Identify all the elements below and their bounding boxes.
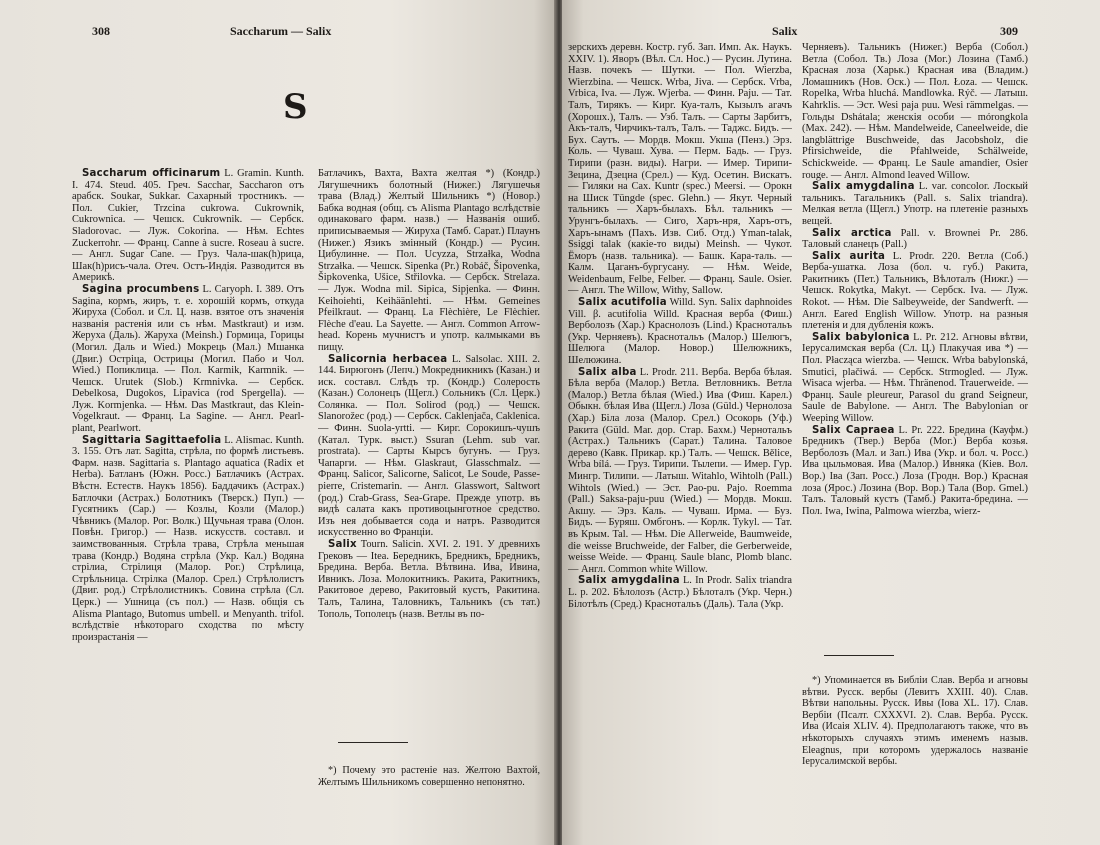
- entry-headword: Sagina procumbens: [82, 283, 200, 295]
- entry-text: L. Caryoph. I. 389. Отъ Sagina, кормъ, жиръ, т. е. хорошій кормъ, откуда Жируха (Собол. и Сл. Ц. назв. взятое отъ значенія названія растенія или съ нѣм. Mastkraut) и изм. Жеруха (Даль). Жаруха (Meinsh.) Гормица, Горицы (Могил. Даль и Wied.) Мокрець (Мал.) Мшанка (Двиг.) Остріца, Острицы (Могил. Пабо и Чол. Wied.) Попиклица. — Пол. Karmik, Karmnik. — Чешск. Urutek (Slob.) Krmnivka. — Сербск. Debelkosa, Dugokos, Lipavica (rod Spergella). — Луж. Kormjenka. — Нѣм. Das Mastkraut, das Klein-Vogelkraut. — Франц. La Sagine. — Англ. Pearl-plant, Pearlwort.: [72, 283, 304, 435]
- dictionary-entry: [72, 284, 304, 435]
- entry-text: L. Salsolac. XIII. 2. 144. Бирюгонъ (Лепч.) Мокредникникъ (Казан.) и иск. составл. Слѣдъ тр. (Кондр.) Солерость (Казан.) Солонецъ (Щегл.) Сольникъ (Сл. Церк.) Солянка. — Пол. Solirod (род.) — Чешск. Slanorožec (род.) — Сербск. Caklenjača, Caklenica. — Финн. Suola-yrtti. — Кирг. Сорокишъ-чушъ (Катал. Турк. выст.) Ssuran (Lehm. sub var. prostrata). — Сарты Кырсъ бугунъ. — Груз. Чапарги. — Нѣм. Glaskraut, Glasschmalz. — Франц. Salicor, Salicorne, Salicot, Le Soude, Passe-pierre, Cristemarin. — Англ. Glasswort, Saltwort (род.) Crab-Grass, Sea-Grape. Прежде употр. въ видѣ салата какъ противоцынготное средство. Изъ нея добывается сода и натръ. Разводится искусственно во Франціи.: [318, 353, 540, 539]
- left-running-head: Saccharum — Salix: [230, 24, 332, 38]
- entry-text: L. Gramin. Kunth. I. 474. Steud. 405. Греч. Sacchar, Saccharon отъ арабск. Soukar, Sukkar. Сахарный тростникъ. — Пол. Cukier, Trzcina cukrowa. Cukrownik, Cukrownica. — Чешск. Cukrownik. — Сербск. Sladorovac. — Луж. Cokorina. — Нѣм. Echtes Zuckerrohr. — Франц. Canne à sucre. Roseau à sucre. — Англ. Sugar Cane. — Груз. Чала-шак(h)рица, Шак(h)рисъ-чала. Отеч. Остъ-Индія. Разводится въ Америкѣ.: [72, 168, 304, 284]
- left-footnote-text: *) Почему это растеніе наз. Желтою Вахтой, Желтымъ Шильникомъ совершенно непонятно.: [318, 765, 540, 788]
- dictionary-entry: [568, 42, 792, 297]
- right-column-2: [802, 42, 1028, 612]
- entry-headword: Salix acutifolia: [578, 297, 667, 309]
- left-column-2: [318, 168, 540, 736]
- dictionary-entry: [72, 435, 304, 644]
- entry-headword: Salix alba: [578, 366, 637, 378]
- dictionary-entry: [318, 354, 540, 540]
- entry-headword: Salix arctica: [812, 227, 892, 239]
- entry-text: Tourn. Salicin. XVI. 2. 191. У древнихъ Грековъ — Itea. Бередникъ, Бредникъ, Бредникъ, Бредина. Верба. Ветла. Вѣтвина. Ива, Ивина, Ивникъ. Лоза. Молокитникъ. Ракита, Ракитникъ, Ракитовое дерево, Ракитовый кустъ, Ракитина. Талъ, Талина, Таловникъ, Тальникъ (съ тат.) Тополь, Тополецъ (назв. Ветлы въ по-: [318, 539, 540, 620]
- entry-headword: Saccharum officinarum: [82, 168, 221, 179]
- left-footnote: [318, 765, 540, 788]
- left-column-1: [72, 168, 304, 840]
- entry-text: Черняевъ). Тальникъ (Нижег.) Верба (Собол.) Ветла (Собол. Тв.) Лоза (Мог.) Лозина (Тамб.) Красная лоза (Харьк.) Красная ива (Владим.) Ломашникъ (Нов. Оск.) — Пол. Łoza. — Чешск. Ropelka, Wrba hluchá. Mandlowka. Rýč. — Латыш. Kahrklis. — Эст. Wesi paja puu. Wesi rämmelgas. — Гольды Dshátala; женскія особи — mórongkola (Max. 242). — Нѣм. Mandelweide, Caneelweide, die langblättrige Buschweide, das Jacobsholz, die Pfirsichweide, die Pfahlweide, Schälweide, Schickweide. — Франц. Le Saule amandier, Osier rouge. — Англ. Almond leaved Willow.: [802, 42, 1028, 181]
- entry-text: зерскихъ деревн. Костр. губ. Зап. Имп. Ак. Наукъ. XXIV. 1). Яворъ (Вѣл. Сл. Нос.) — Русин. Лутина. Назв. почекъ — Шутки. — Пол. Wierzba, Wierzbina. — Чешск. Wrba, Jiva. — Сербск. Vrba, Vrbica, Iva. — Луж. Wjerba. — Финн. Paju. — Тат. Талъ, Тирякъ. — Кирг. Куа-талъ, Кызылъ агачъ (Хорошх.), Талъ. — Узб. Талъ. — Сарты Зарбитъ, Акъ-талъ, Чирчикъ-талъ, Талъ. — Таджс. Бидъ. — Бух. Саутъ. — Мордв. Мокш. Укша (Пенз.) Эрз. Коль. — Чуваш. Хува. — Перм. Бадь. — Груз. Тирипи (разн. виды). Нагри. — Имер. Тирипи-Зецина, Дзецна (Срел.) — Куд. Осетин. Вискатъ. — Гиляки на Сах. Kuntr (spec.) Meersi. — Орокн на Шиск Tüngde (spec. Glehn.) — Якут. Черный тальникъ — Харъ-былахъ. Бѣл. тальникъ — Урунгъ-былахъ. — Сиго, Харъ-нря, Харъ-отъ, Харъ-ынамъ (Пахъ. Изв. Сиб. Отд.) Yman-talak, Ssiggi talak (какіе-то виды) Meinsh. — Чукот. Ёморъ (назв. тальника). — Башк. Кара-таль. — Калм. Цаганъ-бургусану. — Нѣм. Weide, Weidenbaum, Felbe, Felber. — Франц. Saule. Osier. — Англ. The Willow, Withy, Sallow.: [568, 42, 792, 297]
- right-footnote: [802, 675, 1028, 768]
- right-page-number: 309: [1000, 24, 1018, 38]
- footnote-rule: [338, 742, 408, 743]
- entry-headword: Salix amygdalina: [578, 575, 680, 587]
- dictionary-entry: [318, 168, 540, 354]
- entry-headword: Salix babylonica: [812, 331, 910, 343]
- entry-text: L. Alismac. Kunth. 3. 155. Отъ лат. Sagitta, стрѣла, по формѣ листьевъ. Фарм. назв. Sagittaria s. Plantago aquatica (Radix et Herba). Батланъ (Южн. Росс.) Батлачикъ (Астрах. Вѣстн. Естеств. Наукъ 1856). Баддачикъ (Астрах.) Батлочки (Астрах.) Болотникъ (Тверск.) Пуп.) — Гусятникъ (Сар.) — Козлы, Козли (Малор.) Чѣвникъ (Малор. Рог. Волк.) Щучьная трава (Олон. Повѣн. Григор.) — Назв. искусств. составл. и заимствованныя. Стрѣла трава, Стрѣла меньшая трава (Кондр.) Водяна стрѣла (Укр. Кал.) Водяна стрілиа, Стрілиця (Малор. Рог.) Стрѣлица, Стрѣльница. Стрілка (Малор. Срел.) Стрѣлолистъ (Двиг. род.) Стрѣлолистникъ. Совина стрѣла (Сл. Церк.) — Ушница (съ пол.) — Назв. общія съ Alisma Plantago, Butomus umbell. и Menyanth. trifol. вслѣдствіе нѣкотораго сходства по мѣсту произрастанія —: [72, 434, 304, 643]
- dictionary-entry: [802, 332, 1028, 425]
- dictionary-entry: [568, 367, 792, 576]
- entry-text: L. Prodr. 220. Ветла (Соб.) Верба-ушатка. Лоза (бол. ч. губ.) Ракита, Ракитникъ (Пет.) Тальникъ, Вѣлоталъ (Нижг.) — Чешск. Rokytka, Makyt. — Сербск. Iva. — Луж. Rokot. — Нѣм. Die Salbeyweide, der Sandwerft. — Англ. Eared English Willow. Употр. на разныя плетенія и для дубленія кожъ.: [802, 250, 1028, 332]
- dictionary-entry: [568, 297, 792, 367]
- entry-headword: Salix aurita: [812, 250, 886, 262]
- dictionary-entry: [802, 251, 1028, 332]
- left-page-number: 308: [92, 24, 110, 38]
- entry-text: Батлачикъ, Вахта, Вахта желтая *) (Кондр.) Лягушечникъ болотный (Нижег.) Лягушечья трава (Влад.) Желтый Шильникъ *) (Новор.) Бабка водная (общ. съ Alisma Plantago вслѣдствіе одинаковаго фарм. назв.) — Названія ошиб. приписываемыя — Жируха (Тамб. Сарат.) Плаунъ (Нижег.) Язикъ змінный (Кондр.) — Русин. Цибулинне. — Пол. Ucyzza, Strzałka, Wodna Strzałka. — Чешск. Sipenka (Pr.) Robáč, Šipovenka, Šipkovenka, Ušice, Střilovka. — Сербск. Strelaza. — Луж. Wodna mil. Sipica, Sipjenka. — Финн. Keihoiehti, Keihäänlehti. — Нѣм. Gemeines Pfeilkraut. — Франц. La Flèchière, Le Flèchier. Flèche d'eau. La Sayette. — Англ. Common Arrow-head. Корень мучнистъ и употр. калмыками въ пищу.: [318, 168, 540, 353]
- right-page: [562, 0, 1100, 845]
- right-footnote-text: *) Упоминается въ Библіи Слав. Верба и агновы вѣтви. Русск. вербы (Левитъ XXIII. 40). Слав. Вѣтви напольны. Русск. Ивы (Іова XL. 17). Слав. Вербіи (Псалт. CXXXVI. 2). Слав. Верба. Русск. Ива (Исаія XLIV. 4). Предполагаютъ также, что въ нѣкоторыхъ случаяхъ этимъ именемъ назыв. Eleagnus, при которомъ удержалось названіе Іерусалимской вербы.: [802, 675, 1028, 768]
- dictionary-entry: [318, 539, 540, 620]
- right-running-head: Salix: [772, 24, 798, 38]
- dictionary-entry: [802, 42, 1028, 181]
- entry-headword: Sagittaria Sagittaefolia: [82, 434, 222, 446]
- entry-text: L. In Prodr. Salix triandra L. p. 202. Бѣлолозъ (Астр.) Бѣлоталъ (Укр. Черн.) Білотѣлъ (Сред.) Краснотальъ (Даль). Тала (Укр.: [568, 575, 792, 610]
- entry-text: Pall. v. Brownei Pr. 286. Таловый сланецъ (Pall.): [802, 227, 1028, 251]
- entry-text: L. Prodr. 211. Верба. Верба бѣлая. Бѣла верба (Малор.) Ветла. Ветловникъ. Ветла (Малор.) Ветла бѣлая (Wied.) Ива (Фиш. Карел.) Обыкн. бѣлая Ива (Щегл.) Лоза (Güld.) Чернолоза (Хар.) Біла лоза (Малор. Срел.) Осокорь (Уф.) Ракита (Güld. Mar. дор. Стар. Бахм.) Чернотальъ (Астрах.) Тальникъ (Сарат.) Талина. Таловое дерево (Кавк. Прикар. кр.) Талъ. — Чешск. Bělice, Wrba bílá. — Груз. Тирипи. Тылепи. — Имер. Гур. Мингр. Тилипи. — Латыш. Witahlo, Wihtolh (Pall.) Wihtols (Wied.) — Эст. Pao-pu. Pajo. Roemma (Pall.) Saksa-paju-puu (Wied.) — Мордв. Мокш. Акшу. — Эрз. Каль. — Чуваш. Ирма. — Буз. Бидъ. — Буряш. Омбгонъ. — Корлк. Tykyl. — Тат. въ Крым. Tal. — Нѣм. Die Allerweide, Baumweide, die weisse Bruchweide, der Falber, die Gerberweide, weisse Weide. — Франц. Saule blanc, Plomb blanc. — Англ. Common white Willow.: [568, 366, 792, 575]
- entry-headword: Salix Capraea: [812, 424, 895, 436]
- dictionary-entry: [802, 228, 1028, 251]
- entry-headword: Salix: [328, 539, 357, 550]
- entry-text: Willd. Syn. Salix daphnoides Vill. β. acutifolia Willd. Красная верба (Фиш.) Верболозъ (Хар.) Краснолозъ (Lind.) Краснотальъ (Укр. Черняевъ). Краснотальъ (Малор.) Шелюгъ, Шелюга (Малор. Новор.) Шелюжникъ, Шелюжина.: [568, 297, 792, 367]
- entry-headword: Salix amygdalina: [812, 181, 915, 193]
- dictionary-entry: [802, 425, 1028, 518]
- footnote-rule: [824, 655, 894, 656]
- entry-text: L. Pr. 212. Агновы вѣтви, Іерусалимская верба (Сл. Ц.) Плакучая ива *) — Пол. Płacząca wierzba. — Чешск. Wrba babylonská, Smutici, plačiwá. — Сербск. Strmogled. — Луж. Wisaca wjerba. — Нѣм. Thränenod. Trauerweide. — Франц. Saule pleureur, Parasol du grand Seigneur, Saule de Babylone. — Англ. The Babylonian or Weeping Willow.: [802, 331, 1028, 424]
- right-column-1: [568, 42, 792, 840]
- dictionary-entry: [72, 168, 304, 284]
- entry-headword: Salicornia herbacea: [328, 353, 448, 365]
- dictionary-entry: [802, 181, 1028, 227]
- entry-text: L. var. concolor. Лоскый тальникъ. Тагальникъ (Pall. s. Salix triandra). Мелкая ветла (Щегл.) Употр. на плетеніе разныхъ вещей.: [802, 181, 1028, 227]
- entry-text: L. Pr. 222. Бредина (Кауфм.) Бредникъ (Твер.) Верба (Мог.) Верба козья. Верболозъ (Мал. и Зап.) Ива (Укр. и бол. ч. Росс.) Ива цыльмовая. Ива (Малор.) Ивняка (Кіев. Вол. Вор.) Іва (Зап. Росс.) Лоза (Гродн. Вор.) Красная лоза (Ярос.) Лозина (Вор. Вор.) Тала (Вор. Gmel.) Талъ. Таловый кустъ (Тамб.) Ракита-бредина. — Пол. Iwa, Iwina, Palmowa wierzba, wierz-: [802, 424, 1028, 517]
- section-letter: S: [283, 87, 308, 127]
- dictionary-entry: [568, 575, 792, 610]
